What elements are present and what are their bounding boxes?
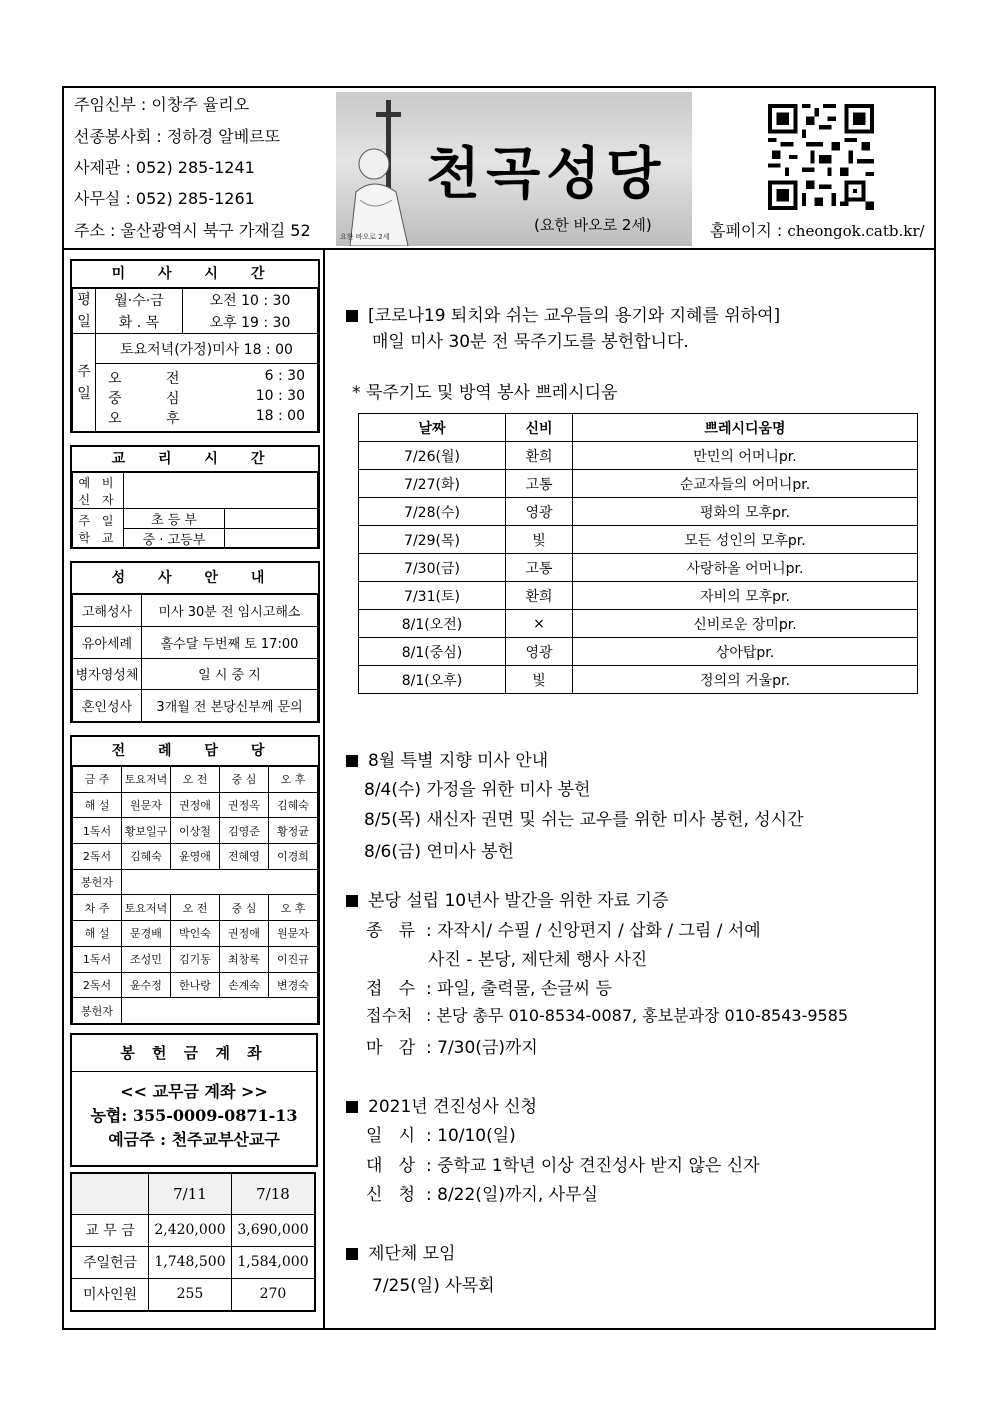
schedule-cell: 영광 — [506, 638, 573, 666]
schedule-row — [359, 666, 918, 694]
offering-date: 7/18 — [231, 1173, 315, 1214]
group-section-title: 제단체 모임 — [346, 1239, 456, 1264]
column-divider — [323, 249, 325, 1330]
offering-value: 1,584,000 — [231, 1246, 315, 1278]
service-line: 선종봉사회 : 정하경 알베르또 — [74, 127, 281, 146]
liturgy-cell: 원문자 — [122, 792, 171, 818]
liturgy-cell: 손계숙 — [220, 972, 269, 998]
weekday-time: 오전 10 : 30 — [183, 289, 318, 312]
liturgy-cell: 해 설 — [73, 792, 122, 818]
offering-value: 1,748,500 — [149, 1246, 232, 1278]
rectory-phone: 사제관 : 052) 285-1241 — [74, 158, 255, 177]
offering-label: 미사인원 — [71, 1278, 149, 1311]
covid-section-title: [코로나19 퇴치와 쉬는 교우들의 용기와 지혜를 위하여] — [346, 301, 780, 326]
sacrament-name: 고해성사 — [73, 595, 142, 627]
schedule-cell: 7/31(토) — [359, 582, 506, 610]
liturgy-cell: 최창록 — [220, 946, 269, 972]
liturgy-header-cell: 오 후 — [269, 767, 318, 793]
liturgy-header-cell: 오 전 — [171, 895, 220, 921]
sacraments-table — [72, 594, 318, 722]
confirmation-line: 신 청 : 8/22(일)까지, 사무실 — [366, 1185, 598, 1205]
offering-value: 270 — [231, 1278, 315, 1311]
offering-label: 주일헌금 — [71, 1246, 149, 1278]
offering-label: 교 무 금 — [71, 1214, 149, 1246]
offering-bearer-row — [73, 869, 318, 895]
account-heading: << 교무금 계좌 >> — [120, 1082, 268, 1101]
schedule-row — [359, 498, 918, 526]
schedule-cell: 순교자들의 어머니pr. — [573, 470, 918, 498]
schedule-cell: 8/1(중심) — [359, 638, 506, 666]
offering-bearer-value — [122, 998, 318, 1024]
schedule-cell: 신비로운 장미pr. — [573, 610, 918, 638]
schedule-row — [359, 638, 918, 666]
liturgy-cell: 윤수정 — [122, 972, 171, 998]
liturgy-cell: 박인숙 — [171, 921, 220, 947]
august-line: 8/5(목) 새신자 권면 및 쉬는 교우를 위한 미사 봉헌, 성시간 — [364, 810, 804, 830]
liturgy-cell: 이진규 — [269, 946, 318, 972]
liturgy-cell: 조성민 — [122, 946, 171, 972]
schedule-row — [359, 610, 918, 638]
liturgy-row — [73, 818, 318, 844]
bullet-square-icon — [346, 310, 358, 322]
history-section-title: 본당 설립 10년사 발간을 위한 자료 기증 — [346, 886, 668, 911]
history-line: 접 수 : 파일, 출력물, 손글씨 등 — [366, 979, 612, 999]
liturgy-cell: 김혜숙 — [269, 792, 318, 818]
confirmation-line: 대 상 : 중학교 1학년 이상 견진성사 받지 않은 신자 — [366, 1156, 760, 1176]
liturgy-header-cell: 금 주 — [73, 767, 122, 793]
schedule-header: 쁘레시디움명 — [573, 414, 918, 442]
account-box — [70, 1033, 318, 1167]
homepage-label: 홈페이지 : — [710, 221, 783, 240]
pastor-line: 주임신부 : 이창주 율리오 — [74, 95, 250, 114]
liturgy-cell: 2독서 — [73, 972, 122, 998]
liturgy-cell: 김기동 — [171, 946, 220, 972]
schedule-cell: 평화의 모후pr. — [573, 498, 918, 526]
bullet-square-icon — [346, 1248, 358, 1260]
liturgy-cell: 김영준 — [220, 818, 269, 844]
history-line: 사진 - 본당, 제단체 행사 사진 — [428, 950, 648, 970]
liturgy-cell: 황정균 — [269, 818, 318, 844]
schedule-row — [359, 526, 918, 554]
history-line: 종 류 : 자작시/ 수필 / 신앙편지 / 삽화 / 그림 / 서예 — [366, 921, 761, 941]
schedule-cell: 고통 — [506, 554, 573, 582]
schedule-cell: 사랑하올 어머니pr. — [573, 554, 918, 582]
account-holder: 예금주 : 천주교부산교구 — [108, 1130, 280, 1149]
liturgy-cell: 김혜숙 — [122, 844, 171, 870]
mass-times-title: 미 사 시 간 — [72, 261, 318, 288]
offering-bearer-value — [122, 869, 318, 895]
liturgy-header-row — [73, 895, 318, 921]
schedule-cell: 정의의 거울pr. — [573, 666, 918, 694]
schedule-cell: × — [506, 610, 573, 638]
sunday-label: 주일 — [73, 334, 96, 432]
qr-code-icon[interactable] — [768, 104, 874, 210]
sacrament-value: 3개월 전 본당신부께 문의 — [142, 690, 318, 722]
liturgy-cell: 2독서 — [73, 844, 122, 870]
schedule-row — [359, 554, 918, 582]
schedule-cell: 만민의 어머니pr. — [573, 442, 918, 470]
schedule-row — [359, 470, 918, 498]
liturgy-cell: 한나랑 — [171, 972, 220, 998]
office-phone: 사무실 : 052) 285-1261 — [74, 189, 255, 208]
schedule-cell: 7/27(화) — [359, 470, 506, 498]
sacrament-name: 병자영성체 — [73, 658, 142, 690]
covid-text: 매일 미사 30분 전 묵주기도를 봉헌합니다. — [372, 332, 689, 352]
liturgy-header-cell: 오 후 — [269, 895, 318, 921]
bullet-square-icon — [346, 1101, 358, 1113]
liturgy-cell: 권정옥 — [220, 792, 269, 818]
liturgy-cell: 변경숙 — [269, 972, 318, 998]
weekday-time: 오후 19 : 30 — [183, 311, 318, 334]
weekday-days: 월·수·금 — [96, 289, 183, 312]
offering-value: 2,420,000 — [149, 1214, 232, 1246]
prep-label: 예 비 신 자 — [73, 473, 124, 509]
schedule-header: 날짜 — [359, 414, 506, 442]
august-section-title: 8월 특별 지향 미사 안내 — [346, 746, 548, 771]
catechism-title: 교 리 시 간 — [72, 447, 318, 472]
schedule-row — [359, 582, 918, 610]
history-line: 마 감 : 7/30(금)까지 — [366, 1038, 538, 1058]
liturgy-cell: 해 설 — [73, 921, 122, 947]
schedule-cell: 8/1(오후) — [359, 666, 506, 694]
bullet-square-icon — [346, 895, 358, 907]
sacrament-value: 홀수달 두번째 토 17:00 — [142, 626, 318, 658]
liturgy-row — [73, 844, 318, 870]
liturgy-header-cell: 오 전 — [171, 767, 220, 793]
liturgy-cell: 권정애 — [220, 921, 269, 947]
liturgy-header-cell: 차 주 — [73, 895, 122, 921]
liturgy-cell: 권정애 — [171, 792, 220, 818]
school-label: 주 일 학 교 — [73, 509, 124, 549]
liturgy-row — [73, 972, 318, 998]
offering-bearer-row — [73, 998, 318, 1024]
liturgy-row — [73, 792, 318, 818]
liturgy-cell: 1독서 — [73, 818, 122, 844]
sacrament-name: 유아세례 — [73, 626, 142, 658]
weekday-days: 화 . 목 — [96, 311, 183, 334]
schedule-cell: 빛 — [506, 666, 573, 694]
liturgy-header-cell: 토요저녁 — [122, 895, 171, 921]
schedule-cell: 환희 — [506, 582, 573, 610]
liturgy-row — [73, 946, 318, 972]
liturgy-cell: 황보일구 — [122, 818, 171, 844]
account-number: 농협: 355-0009-0871-13 — [90, 1106, 298, 1125]
liturgy-header-cell: 중 심 — [220, 767, 269, 793]
liturgy-row — [73, 921, 318, 947]
elementary-row: 초 등 부 — [124, 509, 225, 529]
liturgy-cell: 이상철 — [171, 818, 220, 844]
schedule-cell: 상아탑pr. — [573, 638, 918, 666]
schedule-header: 신비 — [506, 414, 573, 442]
church-name: 천곡성당 — [426, 141, 667, 207]
schedule-cell: 7/28(수) — [359, 498, 506, 526]
mass-times-box — [70, 259, 320, 433]
homepage[interactable] — [710, 218, 925, 241]
liturgy-cell: 윤영애 — [171, 844, 220, 870]
schedule-cell: 7/29(목) — [359, 526, 506, 554]
header-divider — [62, 248, 936, 250]
confirmation-line: 일 시 : 10/10(일) — [366, 1126, 516, 1146]
schedule-cell: 7/30(금) — [359, 554, 506, 582]
catechism-box — [70, 445, 320, 549]
sunday-row: 중 심 10 : 30 — [108, 387, 305, 407]
schedule-cell: 빛 — [506, 526, 573, 554]
homepage-url[interactable]: cheongok.catb.kr/ — [787, 222, 925, 240]
sacrament-value: 일 시 중 지 — [142, 658, 318, 690]
saturday-mass: 토요저녁(가정)미사 18 : 00 — [96, 334, 318, 364]
schedule-cell: 환희 — [506, 442, 573, 470]
church-banner — [336, 92, 692, 246]
august-line: 8/6(금) 연미사 봉헌 — [364, 842, 514, 862]
liturgy-header-cell: 중 심 — [220, 895, 269, 921]
schedule-cell: 영광 — [506, 498, 573, 526]
liturgy-header-row — [73, 767, 318, 793]
liturgy-table — [72, 766, 318, 1024]
schedule-cell: 8/1(오전) — [359, 610, 506, 638]
rosary-schedule-table — [358, 413, 918, 694]
middle-high-row: 중 · 고등부 — [124, 529, 225, 549]
offering-bearer-label: 봉헌자 — [73, 998, 122, 1024]
account-title: 봉 헌 금 계 좌 — [72, 1035, 316, 1072]
offering-date: 7/11 — [149, 1173, 232, 1214]
group-line: 7/25(일) 사목회 — [372, 1276, 495, 1296]
schedule-cell: 7/26(월) — [359, 442, 506, 470]
rosary-title: * 묵주기도 및 방역 봉사 쁘레시디움 — [352, 383, 618, 403]
patron-name: (요한 바오로 2세) — [534, 216, 652, 234]
sacraments-box — [70, 561, 320, 723]
weekday-label: 평일 — [73, 289, 96, 334]
bullet-square-icon — [346, 755, 358, 767]
confirmation-section-title: 2021년 견진성사 신청 — [346, 1092, 537, 1117]
address-line: 주소 : 울산광역시 북구 가재길 52 — [74, 221, 311, 240]
sacraments-title: 성 사 안 내 — [72, 563, 318, 594]
sacrament-value: 미사 30분 전 임시고해소 — [142, 595, 318, 627]
pope-caption: 요한 바오로 2세 — [340, 233, 390, 241]
sacrament-name: 혼인성사 — [73, 690, 142, 722]
liturgy-cell: 문경배 — [122, 921, 171, 947]
offering-bearer-label: 봉헌자 — [73, 869, 122, 895]
liturgy-header-cell: 토요저녁 — [122, 767, 171, 793]
liturgy-box — [70, 735, 320, 1025]
liturgy-cell: 1독서 — [73, 946, 122, 972]
catechism-table — [72, 472, 318, 549]
liturgy-title: 전 례 담 당 — [72, 737, 318, 766]
schedule-cell: 모든 성인의 모후pr. — [573, 526, 918, 554]
liturgy-cell: 원문자 — [269, 921, 318, 947]
liturgy-cell: 전혜영 — [220, 844, 269, 870]
offering-value: 255 — [149, 1278, 232, 1311]
august-line: 8/4(수) 가정을 위한 미사 봉헌 — [364, 780, 591, 800]
offerings-table — [70, 1172, 316, 1312]
liturgy-cell: 이경희 — [269, 844, 318, 870]
offering-value: 3,690,000 — [231, 1214, 315, 1246]
sunday-row: 오 전 6 : 30 — [108, 367, 305, 387]
schedule-cell: 자비의 모후pr. — [573, 582, 918, 610]
schedule-row — [359, 442, 918, 470]
history-line: 접수처 : 본당 총무 010-8534-0087, 홍보분과장 010-8543-9585 — [366, 1006, 849, 1025]
schedule-cell: 고통 — [506, 470, 573, 498]
sunday-row: 오 후 18 : 00 — [108, 407, 305, 427]
mass-times-table — [72, 288, 318, 432]
